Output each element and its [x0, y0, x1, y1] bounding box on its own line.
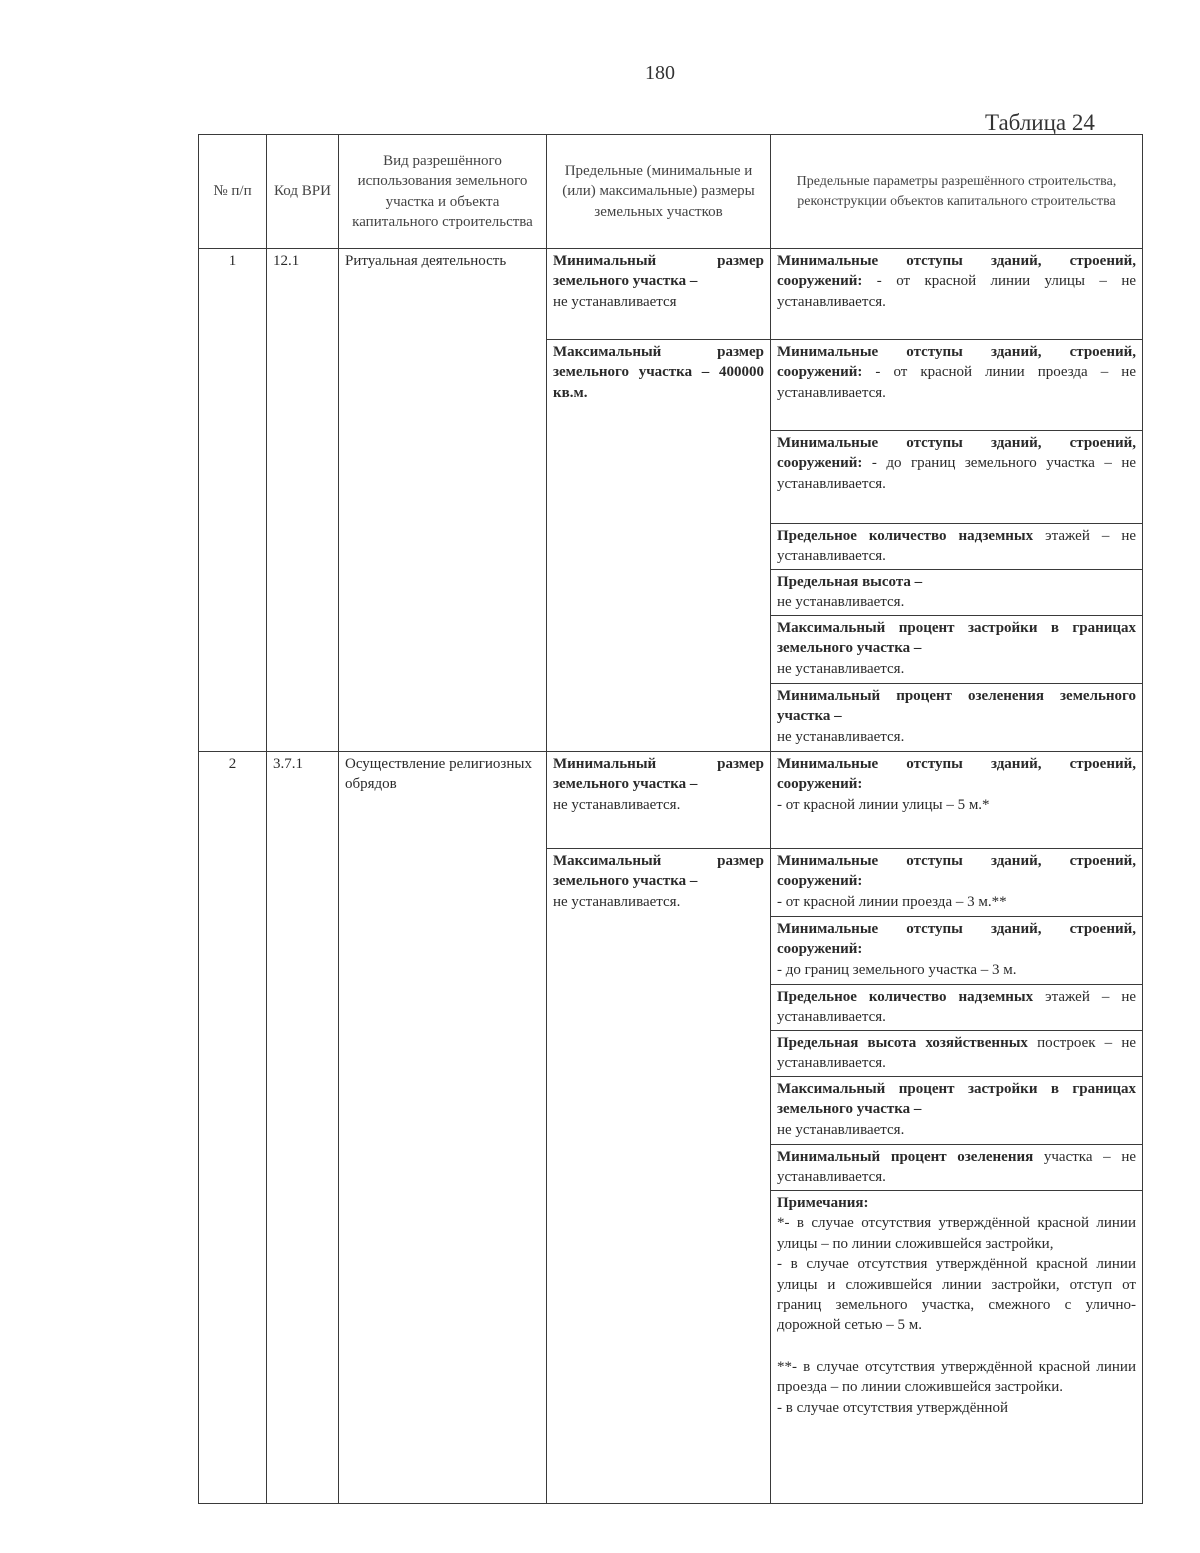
note-line: **- в случае отсутствия утверждённой красной линии проезда – по линии сложившейся застройки.: [777, 1358, 1136, 1396]
regulations-table: [198, 134, 1143, 1504]
param-value: - от красной линии улицы – 5 м.*: [777, 796, 990, 813]
param-title: Предельная высота хозяйственных: [777, 1035, 1028, 1051]
param-cell: [771, 340, 1143, 431]
param-title: Минимальный процент озеленения: [777, 1149, 1034, 1165]
param-value: не устанавливается.: [777, 1121, 905, 1138]
header-plot-size: Предельные (минимальные и (или) максимальные) размеры земельных участков: [547, 135, 771, 249]
table-row: [199, 752, 1143, 849]
param-title: Предельная высота –: [777, 574, 923, 590]
param-cell: [771, 684, 1143, 752]
param-cell: [771, 849, 1143, 917]
plot-min-value: не устанавливается: [553, 293, 677, 310]
param-value: этажей – не устанавливается.: [777, 528, 1137, 565]
plot-min-cell: [547, 249, 771, 340]
header-code: Код ВРИ: [267, 135, 339, 249]
param-value: - до границ земельного участка – не устанавливается.: [777, 455, 1137, 492]
param-value: - до границ земельного участка – 3 м.: [777, 961, 1017, 978]
notes-title: Примечания:: [777, 1195, 869, 1211]
plot-max-value: не устанавливается.: [553, 893, 681, 910]
plot-max-title: Максимальный размер земельного участка –: [553, 853, 764, 890]
note-spacer: [777, 1336, 1136, 1357]
param-title: Минимальные отступы зданий, строений, сооружений:: [777, 756, 1136, 793]
param-value: - от красной линии улицы – не устанавливается.: [777, 273, 1137, 310]
param-title: Минимальный процент озеленения земельного участка –: [777, 688, 1136, 725]
table-caption: Таблица 24: [985, 110, 1095, 135]
header-num: № п/п: [199, 135, 267, 249]
note-line: - в случае отсутствия утверждённой красной линии улицы и сложившейся линии застройки, отступ от границ земельного участка, смежного с улично-дорожной сетью – 5 м.: [777, 1256, 1136, 1334]
plot-min-title: Минимальный размер земельного участка –: [553, 756, 764, 793]
table-row: [199, 249, 1143, 340]
param-title: Максимальный процент застройки в границах земельного участка –: [777, 620, 1136, 657]
header-use-type: Вид разрешённого использования земельного участка и объекта капитального строительства: [339, 135, 547, 249]
param-title: Минимальные отступы зданий, строений, сооружений:: [777, 853, 1136, 890]
param-cell: [771, 1145, 1143, 1191]
param-value: не устанавливается.: [777, 660, 905, 677]
param-title: Минимальные отступы зданий, строений, сооружений:: [777, 344, 1136, 381]
param-cell: [771, 985, 1143, 1031]
plot-max-cell: [547, 340, 771, 752]
plot-max-cell: [547, 849, 771, 1504]
row-use-type: Ритуальная деятельность: [339, 249, 547, 752]
table-header-row: [199, 135, 1143, 249]
row-code: 12.1: [267, 249, 339, 752]
header-build-params: Предельные параметры разрешённого строительства, реконструкции объектов капитального строительства: [771, 135, 1143, 249]
param-cell: [771, 917, 1143, 985]
row-code: 3.7.1: [267, 752, 339, 1504]
plot-min-title: Минимальный размер земельного участка –: [553, 253, 764, 290]
param-title: Минимальные отступы зданий, строений, сооружений:: [777, 921, 1136, 958]
param-value: участка – не устанавливается.: [777, 1149, 1137, 1186]
row-use-type: Осуществление религиозных обрядов: [339, 752, 547, 1504]
param-cell: [771, 1031, 1143, 1077]
note-line: *- в случае отсутствия утверждённой красной линии улицы – по линии сложившейся застройки,: [777, 1215, 1136, 1252]
param-cell: [771, 524, 1143, 570]
row-num: 1: [199, 249, 267, 752]
param-cell: [771, 616, 1143, 684]
param-title: Предельное количество надземных: [777, 528, 1034, 544]
param-title: Максимальный процент застройки в границах земельного участка –: [777, 1081, 1136, 1118]
param-title: Минимальные отступы зданий, строений, сооружений:: [777, 435, 1136, 472]
param-value: - от красной линии проезда – 3 м.**: [777, 893, 1007, 910]
param-value: не устанавливается.: [777, 594, 905, 611]
param-value: - от красной линии проезда – не устанавливается.: [777, 364, 1136, 401]
row-num: 2: [199, 752, 267, 1504]
param-value: построек – не устанавливается.: [777, 1035, 1136, 1072]
param-cell: [771, 752, 1143, 849]
plot-max-title: Максимальный размер земельного участка – 400000 кв.м.: [553, 344, 764, 401]
page-number: 180: [645, 62, 675, 84]
plot-min-cell: [547, 752, 771, 849]
param-title: Предельное количество надземных: [777, 989, 1034, 1005]
param-cell: [771, 249, 1143, 340]
param-value: этажей – не устанавливается.: [777, 989, 1137, 1026]
notes-cell: [771, 1191, 1143, 1504]
note-line: - в случае отсутствия утверждённой: [777, 1399, 1008, 1416]
param-value: не устанавливается.: [777, 728, 905, 745]
param-cell: [771, 1077, 1143, 1145]
plot-min-value: не устанавливается.: [553, 796, 681, 813]
param-cell: [771, 570, 1143, 616]
param-title: Минимальные отступы зданий, строений, сооружений:: [777, 253, 1136, 290]
param-cell: [771, 431, 1143, 524]
